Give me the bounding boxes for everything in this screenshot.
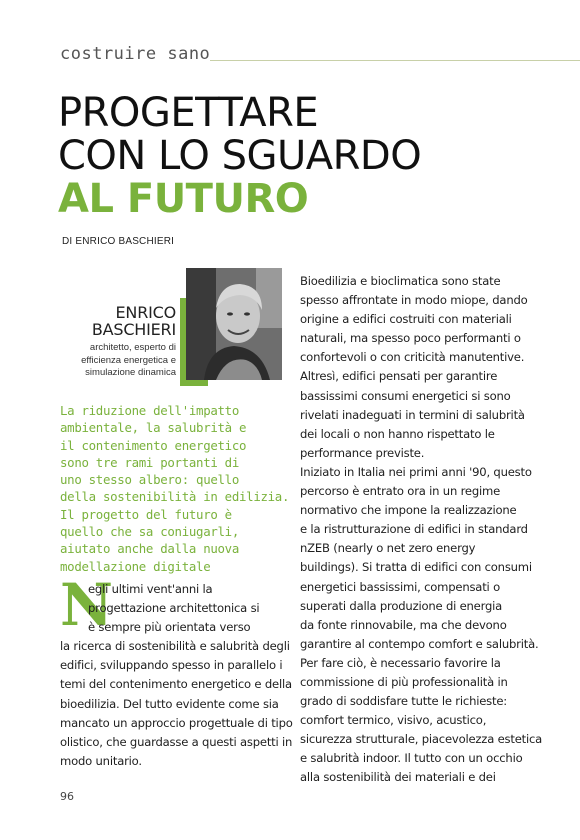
body-line: da fonte rinnovabile, ma che devono	[300, 617, 507, 632]
body-line: e la ristrutturazione di edifici in standard	[300, 522, 528, 537]
body-line: nZEB (nearly o net zero energy	[300, 541, 476, 556]
body-line: sicurezza strutturale, piacevolezza estetica	[300, 732, 543, 747]
body-line: origine a edifici costruiti con materiali	[300, 312, 512, 327]
author-role-line: efficienza energetica e	[81, 354, 176, 366]
lead-line: uno stesso albero: quello	[60, 472, 239, 488]
byline: DI ENRICO BASCHIERI	[62, 236, 175, 247]
body-line: e salubrità indoor. Il tutto con un occhio	[300, 751, 523, 766]
lead-line: modellazione digitale	[60, 558, 211, 574]
lead-paragraph	[60, 402, 290, 575]
body-line: dei locali o non hanno rispettato le	[300, 426, 495, 441]
body-line: egli ultimi vent'anni la	[88, 582, 213, 596]
author-photo	[186, 268, 282, 380]
body-line: normativo che impone la realizzazione	[300, 503, 517, 518]
title-line: CON LO SGUARDO	[58, 133, 422, 179]
body-line: la ricerca di sostenibilità e salubrità degli	[60, 639, 290, 654]
body-line: progettazione architettonica si	[88, 601, 260, 616]
section-rule	[210, 60, 580, 61]
body-line: naturali, ma spesso poco performanti o	[300, 331, 521, 346]
body-line: mancato un approccio progettuale di tipo	[60, 715, 293, 730]
body-line: buildings). Si tratta di edifici con consumi	[300, 560, 532, 575]
author-role-line: architetto, esperto di	[89, 342, 176, 353]
body-line: confortevoli o con criticità manutentive.	[300, 350, 525, 365]
body-line: è sempre più orientata verso	[88, 620, 251, 635]
body-line: Bioedilizia e bioclimatica sono state	[300, 274, 501, 288]
body-line: performance previste.	[300, 445, 425, 460]
author-role-line: simulazione dinamica	[85, 367, 176, 378]
body-line: modo unitario.	[60, 753, 142, 768]
lead-line: Il progetto del futuro è	[60, 506, 232, 522]
body-line: edifici, sviluppando spesso in parallelo i	[60, 658, 283, 673]
body-line: Per fare ciò, è necessario favorire la	[300, 655, 501, 670]
lead-line: della sostenibilità in edilizia.	[60, 489, 290, 505]
body-line: bioedilizia. Del tutto evidente come sia	[60, 696, 279, 711]
author-name	[92, 304, 176, 338]
body-line: superati dalla produzione di energia	[300, 598, 503, 613]
body-line: energetici bassissimi, compensati o	[300, 579, 500, 594]
body-line: grado di soddisfare tutte le richieste:	[300, 694, 507, 709]
body-line: commissione di più professionalità in	[300, 674, 508, 689]
lead-line: il contenimento energetico	[60, 437, 247, 453]
author-role	[56, 342, 176, 380]
body-column-left	[60, 571, 293, 771]
body-line: bassissimi consumi energetici si sono	[300, 388, 511, 403]
body-column-right	[300, 272, 543, 788]
body-line: Altresì, edifici pensati per garantire	[300, 369, 498, 384]
lead-line: ambientale, la salubrità e	[60, 420, 247, 436]
body-line: percorso è entrato ora in un regime	[300, 484, 501, 499]
lead-line: quello che sa coniugarli,	[60, 524, 239, 540]
lead-line: aiutato anche dalla nuova	[60, 541, 239, 557]
author-first-name: ENRICO	[115, 303, 176, 322]
body-line: temi del contenimento energetico e della	[60, 677, 292, 692]
body-line: olistico, che guardasse a questi aspetti in	[60, 734, 293, 749]
page-number: 96	[60, 790, 74, 803]
author-last-name: BASCHIERI	[91, 320, 176, 339]
body-line: comfort termico, visivo, acustico,	[300, 713, 487, 728]
title-line: PROGETTARE	[58, 90, 319, 136]
body-line: spesso affrontate in modo miope, dando	[300, 293, 528, 308]
body-line: garantire al contempo comfort e salubrità.	[300, 636, 539, 651]
author-box	[60, 268, 282, 386]
body-line: rivelati inadeguati in termini di salubrità	[300, 407, 525, 422]
section-label: costruire sano	[60, 44, 211, 64]
body-line: Iniziato in Italia nei primi anni '90, questo	[300, 464, 532, 479]
drop-cap: N	[60, 571, 114, 639]
lead-line: sono tre rami portanti di	[60, 454, 239, 470]
lead-line: La riduzione dell'impatto	[60, 403, 239, 418]
body-line: alla sostenibilità dei materiali e dei	[300, 770, 496, 785]
author-photo-illustration	[186, 268, 282, 380]
article-title	[58, 92, 421, 221]
title-line-highlight: AL FUTURO	[58, 176, 309, 222]
